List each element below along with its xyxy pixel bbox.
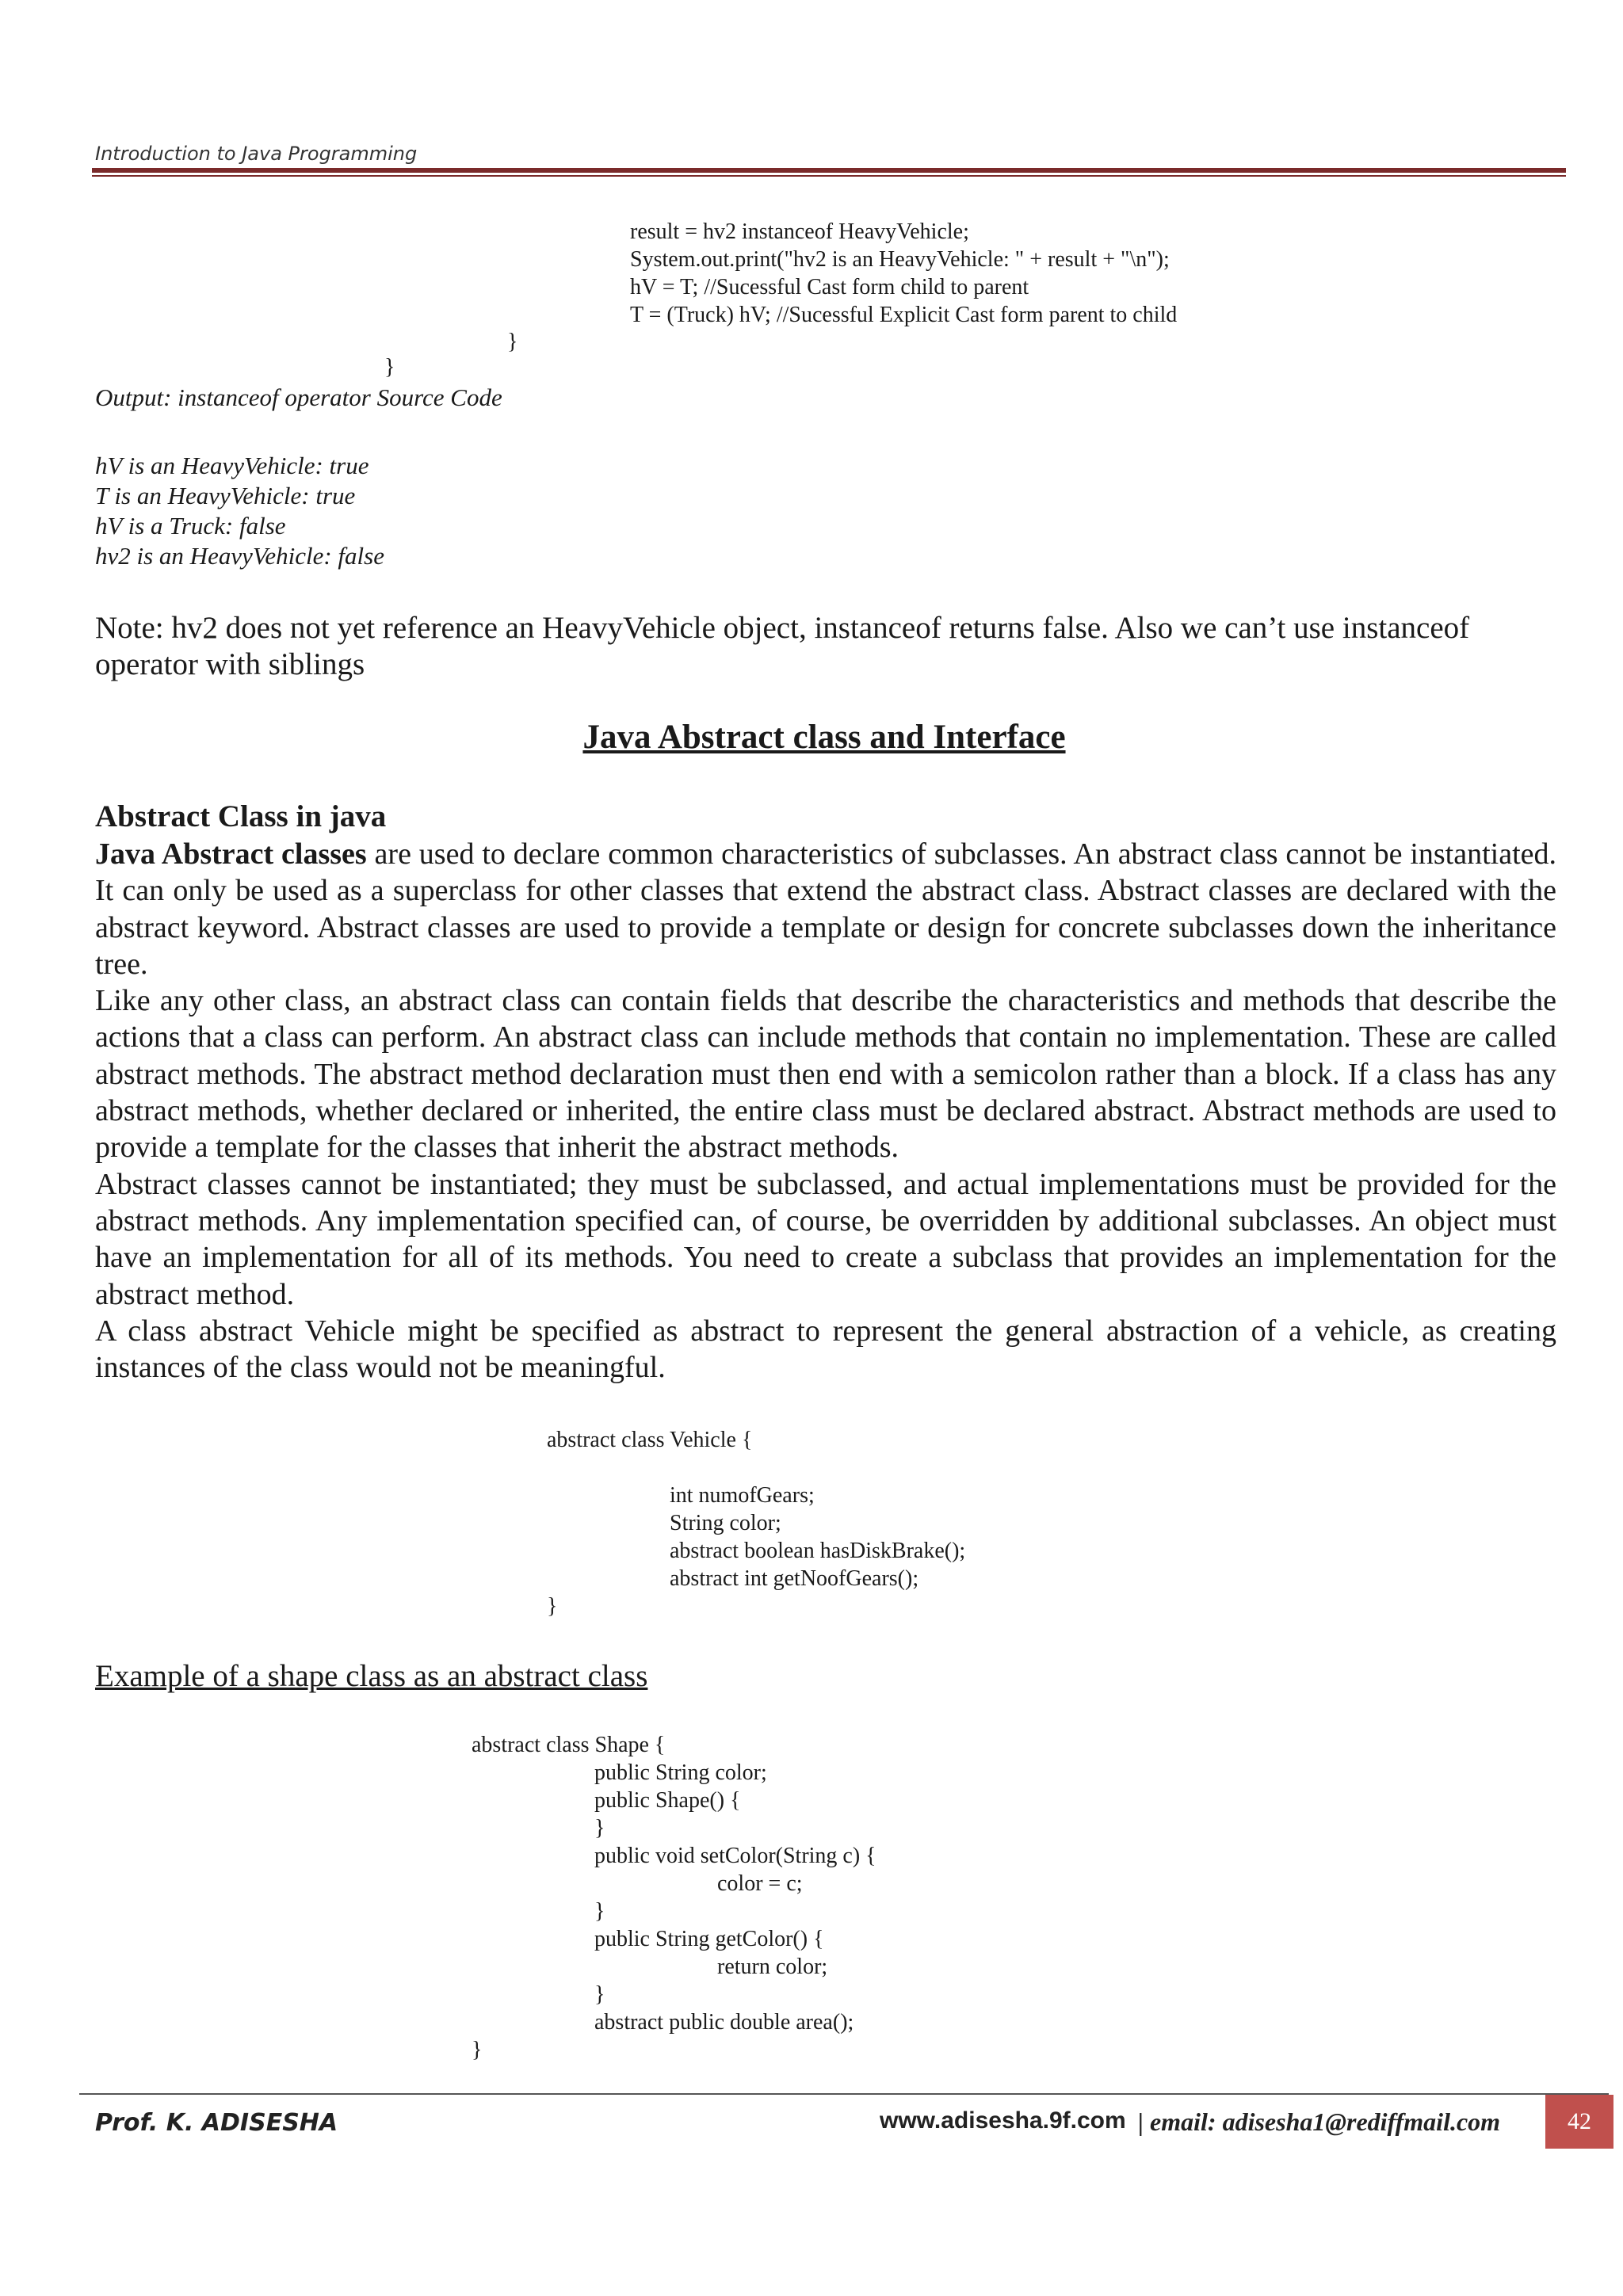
code-line: String color; [670,1511,781,1535]
header-rule-thin [92,175,1566,177]
note-paragraph: Note: hv2 does not yet reference an HeavyVehicle object, instanceof returns false. Also we can’t use instanceof operator with siblings [95,611,1470,681]
code-line: hV = T; //Sucessful Cast form child to parent [630,275,1029,299]
paragraph-2: Like any other class, an abstract class can contain fields that describe the characteristics and methods that describe the actions that a class can perform. An abstract class can include methods that contain no implementation. These are called abstract methods. The abstract method declaration must then end with a semicolon rather than a block. If a class has any abstract methods, whether declared or inherited, the entire class must be declared abstract. Abstract methods are used to provide a template for the classes that inherit the abstract methods. [95,984,1556,1165]
output-line: hV is an HeavyVehicle: true [95,452,369,479]
code-line: color = c; [717,1871,803,1896]
subsection-title: Abstract Class in java [95,799,387,833]
footer-rule [79,2093,1609,2095]
code-brace: } [594,1816,605,1840]
body-text [95,836,1556,1386]
paragraph-4: A class abstract Vehicle might be specified as abstract to represent the general abstraction of a vehicle, as creating instances of the class would not be meaningful. [95,1314,1556,1385]
code-brace: } [472,2038,483,2062]
code-brace: } [594,1899,605,1924]
code-line: abstract boolean hasDiskBrake(); [670,1539,966,1563]
paragraph-3: Abstract classes cannot be instantiated; they must be subclassed, and actual implementations must be provided for the abstract methods. Any implementation specified can, of course, be overridden by additional subclasses. An object must have an implementation for all of its methods. You need to create a subclass that provides an implementation for the abstract method. [95,1167,1556,1311]
output-line: T is an HeavyVehicle: true [95,482,356,509]
code-line: int numofGears; [670,1483,815,1508]
code-line: abstract class Vehicle { [547,1428,753,1452]
bold-term: Java Abstract classes [95,837,367,871]
footer-website-link[interactable]: www.adisesha.9f.com [880,2107,1126,2134]
code-line: System.out.print("hv2 is an HeavyVehicle: " + result + "\n"); [630,247,1170,272]
output-label: Output: instanceof operator Source Code [95,383,502,411]
code-line: return color; [717,1955,828,1979]
section-title: Java Abstract class and Interface [582,719,1066,756]
footer-author: Prof. K. ADISESHA [95,2109,338,2137]
code-line: public void setColor(String c) { [594,1844,876,1868]
code-line: T = (Truck) hV; //Sucessful Explicit Cast form parent to child [630,303,1178,327]
paragraph-text: are used to declare common characteristics of subclasses. An abstract class cannot be instantiated. It can only be used as a superclass for other classes that extend the abstract class. Abstract classes are declared with the abstract keyword. Abstract classes are used to provide a template or design for concrete subclasses down the inheritance tree. [95,837,1556,981]
output-line: hV is a Truck: false [95,512,286,540]
code-line: public Shape() { [594,1788,741,1813]
paragraph-1 [95,836,1556,982]
code-line: public String color; [594,1760,767,1785]
running-header: Introduction to Java Programming [95,143,418,165]
code-brace: } [384,355,395,379]
output-line: hv2 is an HeavyVehicle: false [95,542,384,570]
footer-email[interactable]: | email: adisesha1@rediffmail.com [1138,2107,1501,2136]
code-brace: } [547,1594,558,1619]
example-heading: Example of a shape class as an abstract class [95,1659,648,1693]
code-brace: } [507,330,518,354]
code-line: abstract int getNoofGears(); [670,1566,919,1591]
code-line: abstract public double area(); [594,2010,854,2035]
page-number: 42 [1545,2095,1613,2149]
header-rule-thick [92,168,1566,173]
code-line: result = hv2 instanceof HeavyVehicle; [630,219,969,244]
code-line: public String getColor() { [594,1927,824,1951]
code-brace: } [594,1982,605,2007]
code-line: abstract class Shape { [472,1733,666,1757]
